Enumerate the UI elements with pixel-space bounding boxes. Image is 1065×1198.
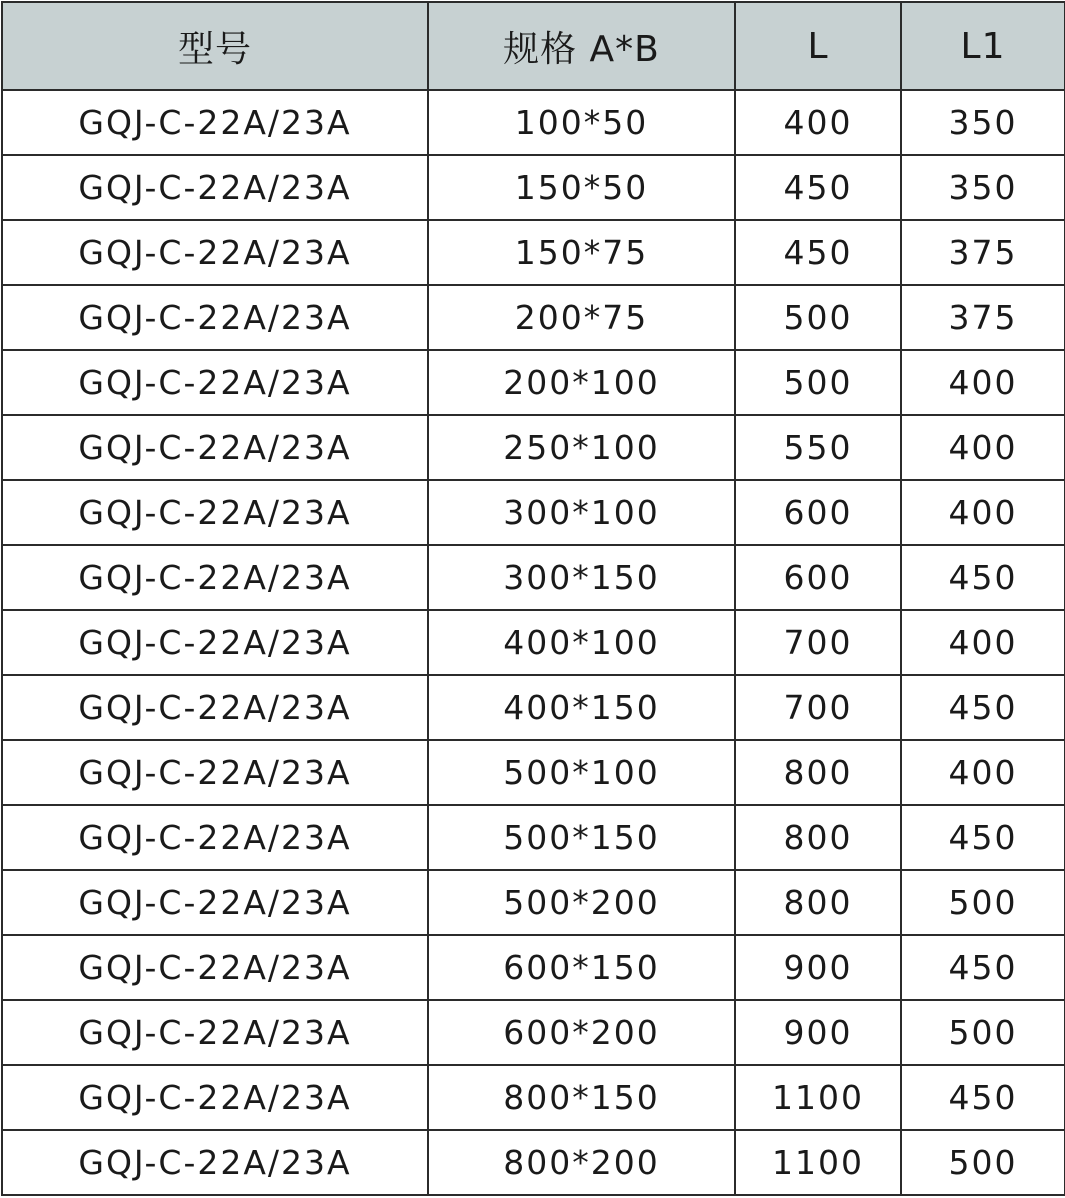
cell-spec: 200*75	[428, 285, 735, 350]
cell-l1: 400	[901, 480, 1065, 545]
spec-table	[1, 1, 1065, 1196]
cell-model: GQJ-C-22A/23A	[2, 675, 428, 740]
table-row	[2, 805, 1065, 870]
header-row	[2, 2, 1065, 90]
cell-l1: 500	[901, 1000, 1065, 1065]
cell-spec: 150*50	[428, 155, 735, 220]
cell-l1: 350	[901, 90, 1065, 155]
cell-l: 1100	[735, 1130, 901, 1195]
table-body	[2, 90, 1065, 1195]
table-row	[2, 935, 1065, 1000]
cell-l: 800	[735, 805, 901, 870]
cell-model: GQJ-C-22A/23A	[2, 805, 428, 870]
cell-spec: 300*100	[428, 480, 735, 545]
table-row	[2, 1130, 1065, 1195]
table-row	[2, 350, 1065, 415]
cell-l1: 375	[901, 220, 1065, 285]
cell-l: 800	[735, 870, 901, 935]
cell-l: 400	[735, 90, 901, 155]
cell-spec: 100*50	[428, 90, 735, 155]
cell-model: GQJ-C-22A/23A	[2, 1000, 428, 1065]
cell-l: 550	[735, 415, 901, 480]
cell-l1: 375	[901, 285, 1065, 350]
cell-l1: 450	[901, 675, 1065, 740]
cell-spec: 500*150	[428, 805, 735, 870]
table-row	[2, 480, 1065, 545]
table-row	[2, 610, 1065, 675]
table-row	[2, 740, 1065, 805]
cell-l1: 500	[901, 870, 1065, 935]
cell-l: 900	[735, 1000, 901, 1065]
cell-model: GQJ-C-22A/23A	[2, 90, 428, 155]
cell-l: 1100	[735, 1065, 901, 1130]
cell-spec: 500*200	[428, 870, 735, 935]
cell-model: GQJ-C-22A/23A	[2, 480, 428, 545]
cell-l1: 500	[901, 1130, 1065, 1195]
table-row	[2, 415, 1065, 480]
cell-model: GQJ-C-22A/23A	[2, 610, 428, 675]
table-row	[2, 155, 1065, 220]
cell-l: 600	[735, 480, 901, 545]
cell-spec: 500*100	[428, 740, 735, 805]
table-row	[2, 1000, 1065, 1065]
cell-model: GQJ-C-22A/23A	[2, 870, 428, 935]
cell-spec: 400*100	[428, 610, 735, 675]
cell-l: 450	[735, 220, 901, 285]
cell-l: 600	[735, 545, 901, 610]
cell-model: GQJ-C-22A/23A	[2, 220, 428, 285]
cell-spec: 300*150	[428, 545, 735, 610]
cell-l1: 450	[901, 545, 1065, 610]
table-row	[2, 90, 1065, 155]
cell-l1: 350	[901, 155, 1065, 220]
cell-model: GQJ-C-22A/23A	[2, 1130, 428, 1195]
table-row	[2, 285, 1065, 350]
table-row	[2, 220, 1065, 285]
cell-spec: 250*100	[428, 415, 735, 480]
cell-l: 500	[735, 350, 901, 415]
cell-l: 500	[735, 285, 901, 350]
cell-model: GQJ-C-22A/23A	[2, 155, 428, 220]
cell-l: 700	[735, 675, 901, 740]
cell-l1: 400	[901, 415, 1065, 480]
cell-model: GQJ-C-22A/23A	[2, 415, 428, 480]
cell-model: GQJ-C-22A/23A	[2, 1065, 428, 1130]
table-row	[2, 870, 1065, 935]
cell-model: GQJ-C-22A/23A	[2, 285, 428, 350]
cell-spec: 800*150	[428, 1065, 735, 1130]
table-row	[2, 545, 1065, 610]
cell-l1: 450	[901, 805, 1065, 870]
header-model: 型号	[2, 2, 428, 90]
cell-spec: 600*150	[428, 935, 735, 1000]
cell-l: 700	[735, 610, 901, 675]
cell-l1: 450	[901, 935, 1065, 1000]
cell-l1: 450	[901, 1065, 1065, 1130]
header-spec: 规格 A*B	[428, 2, 735, 90]
header-l1: L1	[901, 2, 1065, 90]
cell-model: GQJ-C-22A/23A	[2, 935, 428, 1000]
cell-model: GQJ-C-22A/23A	[2, 350, 428, 415]
cell-l1: 400	[901, 350, 1065, 415]
cell-l1: 400	[901, 610, 1065, 675]
cell-spec: 150*75	[428, 220, 735, 285]
cell-spec: 200*100	[428, 350, 735, 415]
cell-l1: 400	[901, 740, 1065, 805]
table-row	[2, 675, 1065, 740]
cell-l: 450	[735, 155, 901, 220]
cell-spec: 800*200	[428, 1130, 735, 1195]
table-header	[2, 2, 1065, 90]
cell-l: 900	[735, 935, 901, 1000]
table-row	[2, 1065, 1065, 1130]
cell-model: GQJ-C-22A/23A	[2, 545, 428, 610]
cell-spec: 400*150	[428, 675, 735, 740]
cell-model: GQJ-C-22A/23A	[2, 740, 428, 805]
header-l: L	[735, 2, 901, 90]
cell-spec: 600*200	[428, 1000, 735, 1065]
cell-l: 800	[735, 740, 901, 805]
